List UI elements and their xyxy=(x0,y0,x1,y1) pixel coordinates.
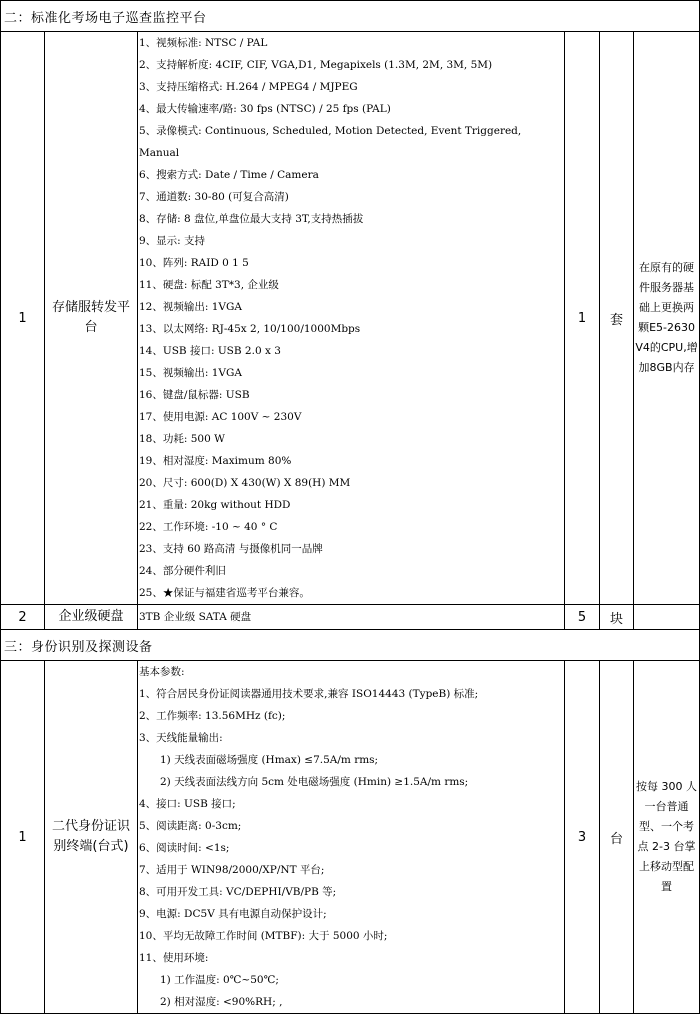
spec-line: 3TB 企业级 SATA 硬盘 xyxy=(139,611,252,623)
item-number: 1 xyxy=(1,32,45,605)
spec-line: 24、部分硬件利旧 xyxy=(139,565,226,577)
spec-line: 11、使用环境: xyxy=(139,952,209,964)
item-note: 按每 300 人一台普通型、一个考点 2-3 台掌上移动型配置 xyxy=(634,661,700,1014)
spec-line: 8、存储: 8 盘位,单盘位最大支持 3T,支持热插拔 xyxy=(139,213,364,225)
spec-line: 21、重量: 20kg without HDD xyxy=(139,499,291,511)
section-header-row xyxy=(1,630,700,661)
item-quantity: 5 xyxy=(565,605,600,630)
section-header-row xyxy=(1,1,700,32)
item-number: 2 xyxy=(1,605,45,630)
spec-line: 2) 相对湿度: <90%RH; , xyxy=(160,996,283,1008)
spec-line: 2、支持解析度: 4CIF, CIF, VGA,D1, Megapixels (1.3M, 2M, 3M, 5M) xyxy=(139,59,493,71)
item-note xyxy=(634,605,700,630)
spec-line: 6、搜索方式: Date / Time / Camera xyxy=(139,169,319,181)
spec-line: 1) 工作温度: 0℃~50℃; xyxy=(160,974,279,986)
section-title: 二：标准化考场电子巡查监控平台 xyxy=(1,1,700,32)
item-specs xyxy=(138,32,565,605)
spec-line: 10、平均无故障工作时间 (MTBF): 大于 5000 小时; xyxy=(139,930,388,942)
spec-line: 3、天线能量输出: xyxy=(139,732,223,744)
spec-line: 12、视频输出: 1VGA xyxy=(139,301,242,313)
spec-line: 14、USB 接口: USB 2.0 x 3 xyxy=(139,345,281,357)
spec-line: 4、接口: USB 接口; xyxy=(139,798,236,810)
spec-line: 1) 天线表面磁场强度 (Hmax) ≤7.5A/m rms; xyxy=(160,754,379,766)
spec-line: 2) 天线表面法线方向 5cm 处电磁场强度 (Hmin) ≥1.5A/m rms; xyxy=(160,776,469,788)
spec-line: 13、以太网络: RJ-45x 2, 10/100/1000Mbps xyxy=(139,323,361,335)
spec-line: 20、尺寸: 600(D) X 430(W) X 89(H) MM xyxy=(139,477,351,489)
spec-line: 9、显示: 支持 xyxy=(139,235,206,247)
spec-line: 3、支持压缩格式: H.264 / MPEG4 / MJPEG xyxy=(139,81,358,93)
item-note: 在原有的硬件服务器基础上更换两颗E5-2630 V4的CPU,增加8GB内存 xyxy=(634,32,700,605)
spec-line: 23、支持 60 路高清 与摄像机同一品牌 xyxy=(139,543,323,555)
spec-line: 25、★保证与福建省巡考平台兼容。 xyxy=(139,587,310,599)
spec-line: 15、视频输出: 1VGA xyxy=(139,367,242,379)
item-unit: 台 xyxy=(600,661,634,1014)
item-specs xyxy=(138,661,565,1014)
spec-line: 9、电源: DC5V 具有电源自动保护设计; xyxy=(139,908,327,920)
spec-line: 18、功耗: 500 W xyxy=(139,433,225,445)
item-quantity: 3 xyxy=(565,661,600,1014)
item-unit: 块 xyxy=(600,605,634,630)
spec-line: 1、视频标准: NTSC / PAL xyxy=(139,37,268,49)
table-row xyxy=(1,661,700,1014)
spec-line: 11、硬盘: 标配 3T*3, 企业级 xyxy=(139,279,279,291)
spec-line: 6、阅读时间: <1s; xyxy=(139,842,230,854)
item-name: 企业级硬盘 xyxy=(45,605,138,630)
section-title: 三：身份识别及探测设备 xyxy=(1,630,700,661)
item-name: 二代身份证识别终端(台式) xyxy=(45,661,138,1014)
spec-line: 2、工作频率: 13.56MHz (fc); xyxy=(139,710,286,722)
item-unit: 套 xyxy=(600,32,634,605)
item-number: 1 xyxy=(1,661,45,1014)
item-specs xyxy=(138,605,565,630)
spec-line: 8、可用开发工具: VC/DEPHI/VB/PB 等; xyxy=(139,886,337,898)
spec-line: 1、符合居民身份证阅读器通用技术要求,兼容 ISO14443 (TypeB) 标准; xyxy=(139,688,479,700)
table-row xyxy=(1,605,700,630)
spec-line: 10、阵列: RAID 0 1 5 xyxy=(139,257,249,269)
item-name: 存储服转发平台 xyxy=(45,32,138,605)
spec-line: 22、工作环境: -10 ~ 40 ° C xyxy=(139,521,278,533)
spec-line: 4、最大传输速率/路: 30 fps (NTSC) / 25 fps (PAL) xyxy=(139,103,391,115)
spec-line: 7、适用于 WIN98/2000/XP/NT 平台; xyxy=(139,864,325,876)
spec-line: 16、键盘/鼠标器: USB xyxy=(139,389,250,401)
spec-line: 基本参数: xyxy=(139,666,185,678)
spec-line: 5、阅读距离: 0-3cm; xyxy=(139,820,242,832)
spec-line: 19、相对湿度: Maximum 80% xyxy=(139,455,292,467)
spec-line: 7、通道数: 30-80 (可复合高清) xyxy=(139,191,289,203)
item-quantity: 1 xyxy=(565,32,600,605)
table-row xyxy=(1,32,700,605)
spec-line: 5、录像模式: Continuous, Scheduled, Motion Detected, Event Triggered, xyxy=(139,125,522,137)
spec-line: 17、使用电源: AC 100V ~ 230V xyxy=(139,411,302,423)
spec-line: Manual xyxy=(139,147,180,159)
